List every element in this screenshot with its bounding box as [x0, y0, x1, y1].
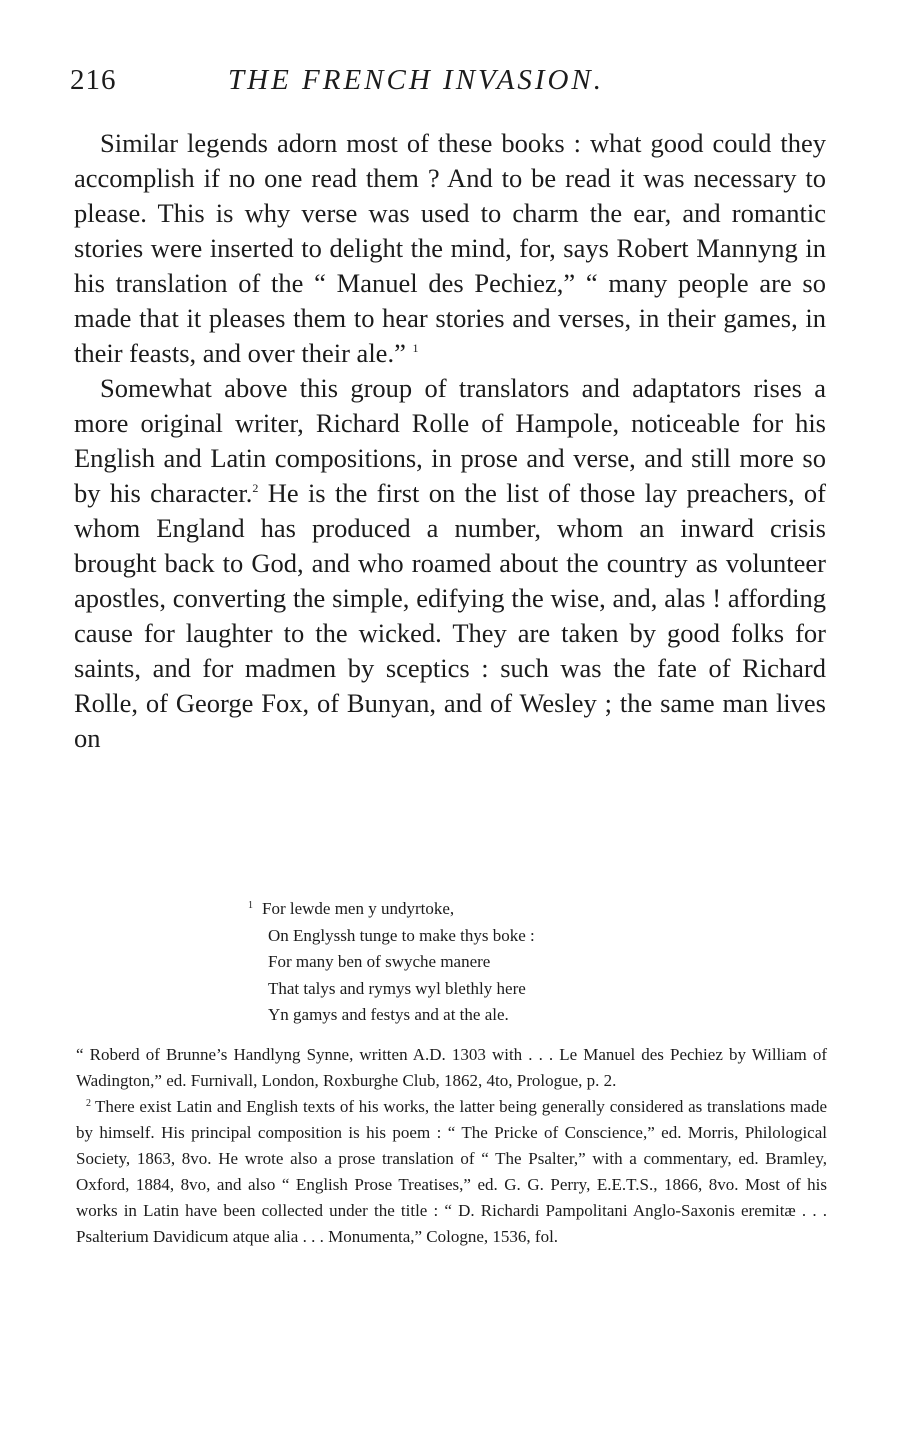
paragraph	[74, 371, 826, 756]
footnote-reference: 2	[252, 481, 259, 495]
verse-line: On Englyssh tunge to make thys boke :	[268, 925, 535, 945]
footnotes	[76, 1042, 827, 1250]
running-title: THE FRENCH INVASION.	[228, 64, 605, 96]
footnote-reference: 1	[412, 341, 419, 355]
footnote-2	[76, 1094, 827, 1250]
verse-line: For many ben of swyche manere	[268, 952, 491, 971]
verse-line: $^1$ For lewde men y undyrtoke,	[248, 899, 455, 918]
verse-line: That talys and rymys wyl blethly here	[268, 978, 526, 998]
main-text	[74, 126, 826, 756]
paragraph-text: He is the first on the list of those lay preachers, of whom England has produced a number, whom an inward crisis brought back to God, and who roamed about the country as volunteer apostles, converting the simple, edifying the wise, and, alas ! affording cause for laughter to the wicked. They are taken by good folks for saints, and for madmen by sceptics : such was the fate of Richard Rolle, of George Fox, of Bunyan, and of Wesley ; the same man lives on	[74, 478, 826, 753]
footnote-marker: 2	[86, 1098, 91, 1109]
page-number: 216	[70, 64, 117, 96]
footnote-text: There exist Latin and English texts of his works, the latter being generally considered as translations made by himself. His principal composition is his poem : “ The Pricke of Conscience,” ed. Morris, Philological Society, 1863, 8vo. He wrote also a prose translation of “ The Psalter,” with a commentary, ed. Bramley, Oxford, 1884, 8vo, and also “ English Prose Treatises,” ed. G. G. Perry, E.E.T.S., 1866, 8vo. Most of his works in Latin have been collected under the title : “ D. Richardi Pampolitani Anglo-Saxonis eremitæ . . . Psalterium Davidicum atque alia . . . Monumenta,” Cologne, 1536, fol.	[76, 1097, 827, 1246]
footnote-1: “ Roberd of Brunne’s Handlyng Synne, written A.D. 1303 with . . . Le Manuel des Pechiez by William of Wadington,” ed. Furnivall, London, Roxburghe Club, 1862, 4to, Prologue, p. 2.	[76, 1045, 827, 1090]
paragraph-text: Somewhat above this group of translators and adaptators rises a more original writer, Richard Rolle of Hampole, noticeable for his English and Latin compositions, in prose and verse, and still more so by his character.	[74, 373, 826, 508]
verse-quotation	[248, 896, 708, 1029]
page-header	[70, 64, 830, 104]
footnote-marker: 1	[248, 900, 253, 911]
paragraph	[74, 126, 826, 371]
verse-line: Yn gamys and festys and at the ale.	[268, 1005, 509, 1024]
paragraph-text: Similar legends adorn most of these books : what good could they accomplish if no one read them ? And to be read it was necessary to please. This is why verse was used to charm the ear, and romantic stories were inserted to delight the mind, for, says Robert Mannyng in his translation of the “ Manuel des Pechiez,” “ many people are so made that it pleases them to hear stories and verses, in their games, in their feasts, and over their ale.”	[74, 128, 826, 368]
